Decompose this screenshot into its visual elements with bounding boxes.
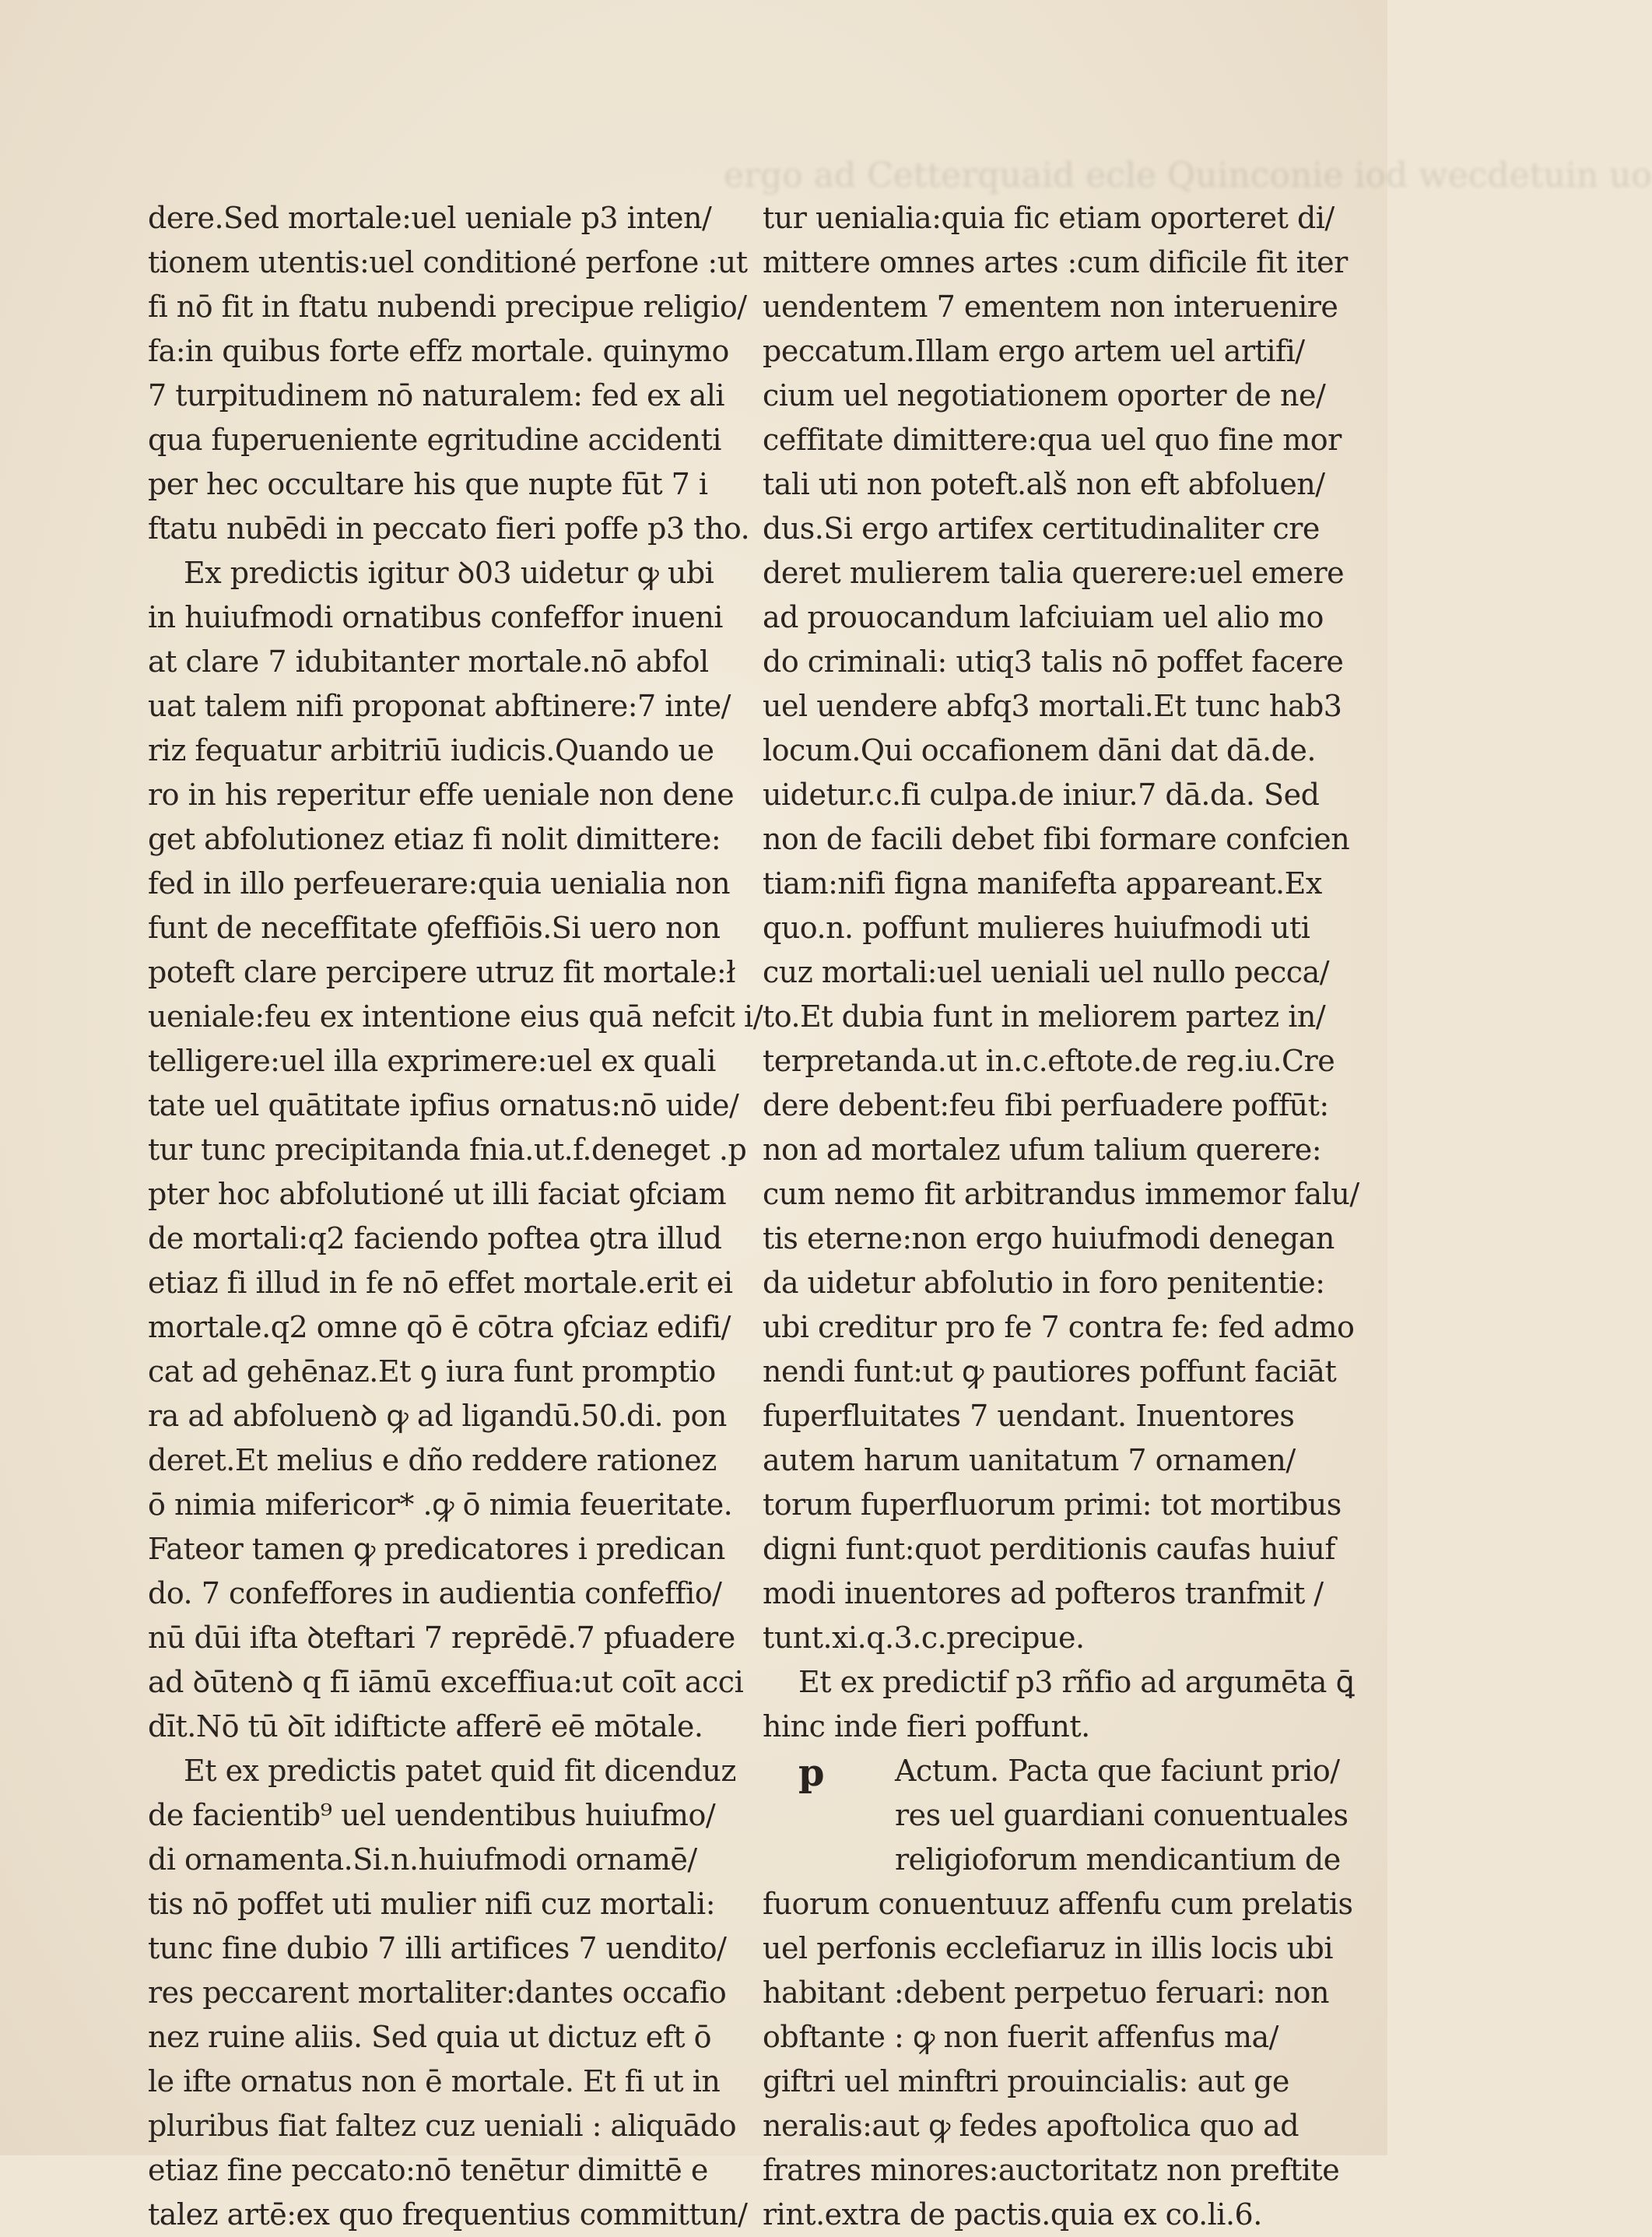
text-line: Fateor tamen ꝙ predicatores i predican (148, 1532, 725, 1566)
text-line: peccatum.Illam ergo artem uel artifi/ (763, 334, 1305, 368)
text-line: tiam:nifi figna manifefta appareant.Ex (763, 866, 1322, 901)
text-line: ueniale:feu ex intentione eius quā nefcit i/ (148, 999, 763, 1034)
text-line: fed in illo perfeuerare:quia uenialia non (148, 866, 731, 901)
text-line: quo.n. poffunt mulieres huiufmodi uti (763, 911, 1310, 945)
text-line: non ad mortalez ufum talium querere: (763, 1133, 1322, 1167)
text-line: dus.Si ergo artifex certitudinaliter cre (763, 511, 1320, 546)
text-line: dere.Sed mortale:uel ueniale p3 inten/ (148, 201, 712, 235)
text-line: dere debent:feu fibi perfuadere poffūt: (763, 1088, 1329, 1122)
text-line: pter hoc abfolutioné ut illi faciat ꝯfciam (148, 1177, 727, 1211)
text-line: ra ad abfoluenꝺ ꝙ ad ligandū.50.di. pon (148, 1399, 727, 1433)
text-line: do criminali: utiq3 talis nō poffet facere (763, 644, 1344, 679)
text-line: deret.Et melius e dño reddere rationez (148, 1443, 717, 1477)
text-line: res peccarent mortaliter:dantes occafio (148, 1975, 727, 2010)
text-line: cat ad gehēnaz.Et ꝯ iura funt promptio (148, 1354, 716, 1389)
text-line: religioforum mendicantium de (895, 1842, 1341, 1877)
text-line: at clare 7 idubitanter mortale.nō abfol (148, 644, 709, 679)
text-line: ad ꝺūtenꝺ q fī iāmū exceffiua:ut coīt acci (148, 1665, 744, 1699)
text-line: tunt.xi.q.3.c.precipue. (763, 1621, 1085, 1655)
text-line: tis nō poffet uti mulier nifi cuz mortali: (148, 1887, 716, 1921)
text-line: per hec occultare his que nupte fūt 7 i (148, 467, 708, 501)
text-line: fuorum conuentuuz affenfu cum prelatis (763, 1887, 1353, 1921)
text-line: obftante : ꝙ non fuerit affenfus ma/ (763, 2020, 1278, 2054)
text-line: telligere:uel illa exprimere:uel ex quali (148, 1044, 716, 1078)
text-line: uendentem 7 ementem non interuenire (763, 290, 1338, 324)
text-line: ō nimia mifericor* .ꝙ ō nimia feueritate. (148, 1487, 733, 1522)
text-line: le ifte ornatus non ē mortale. Et fi ut in (148, 2064, 721, 2098)
text-line: riz fequatur arbitriū iudicis.Quando ue (148, 733, 714, 767)
text-line: ad prouocandum lafciuiam uel alio mo (763, 600, 1324, 634)
text-line: get abfolutionez etiaz fi nolit dimittere: (148, 822, 721, 856)
text-line: deret mulierem talia querere:uel emere (763, 556, 1345, 590)
text-line: fuperfluitates 7 uendant. Inuentores (763, 1399, 1295, 1433)
text-line: habitant :debent perpetuo feruari: non (763, 1975, 1329, 2010)
text-line: etiaz fi illud in fe nō effet mortale.erit ei (148, 1266, 733, 1300)
text-line: in huiufmodi ornatibus confeffor inueni (148, 600, 723, 634)
text-line: torum fuperfluorum primi: tot mortibus (763, 1487, 1342, 1522)
text-line: nū dūi ifta ꝺteftari 7 reprēdē.7 pfuadere (148, 1621, 735, 1655)
text-line: da uidetur abfolutio in foro penitentie: (763, 1266, 1325, 1300)
text-line: funt de neceffitate ꝯfeffiōis.Si uero non (148, 911, 721, 945)
text-line: mortale.q2 omne qō ē cōtra ꝯfciaz edifi/ (148, 1310, 731, 1344)
text-line: ro in his reperitur effe ueniale non dene (148, 778, 735, 812)
text-line: locum.Qui occafionem dāni dat dā.de. (763, 733, 1316, 767)
text-line: uel perfonis ecclefiaruz in illis locis ubi (763, 1931, 1334, 1965)
text-line: res uel guardiani conuentuales (895, 1798, 1349, 1832)
text-line: pluribus fiat faltez cuz ueniali : aliquādo (148, 2109, 737, 2143)
text-line: autem harum uanitatum 7 ornamen/ (763, 1443, 1296, 1477)
text-line: 7 turpitudinem nō naturalem: fed ex ali (148, 378, 725, 413)
text-line: uat talem nifi proponat abftinere:7 inte/ (148, 689, 731, 723)
text-line: tate uel quātitate ipfius ornatus:nō uide/ (148, 1088, 739, 1122)
text-line: tur uenialia:quia fic etiam oporteret di/ (763, 201, 1335, 235)
pacta-dropcap-block (763, 1749, 1349, 1882)
text-line: tionem utentis:uel conditioné perfone :ut (148, 245, 748, 279)
text-line: tis eterne:non ergo huiufmodi denegan (763, 1221, 1335, 1255)
text-line: tur tunc precipitanda fnia.ut.f.deneget .p (148, 1133, 747, 1167)
text-line: Actum. Pacta que faciunt prio/ (895, 1754, 1340, 1788)
text-line: cum nemo fit arbitrandus immemor falu/ (763, 1177, 1359, 1211)
text-line: fa:in quibus forte effz mortale. quinymo (148, 334, 729, 368)
text-line: tali uti non poteft.alš non eft abfoluen/ (763, 467, 1325, 501)
text-line: cuz mortali:uel ueniali uel nullo pecca/ (763, 955, 1330, 989)
text-line: poteft clare percipere utruz fit mortale:ł (148, 955, 735, 989)
text-line: di ornamenta.Si.n.huiufmodi ornamē/ (148, 1842, 697, 1877)
text-line: to.Et dubia funt in meliorem partez in/ (763, 999, 1326, 1034)
text-line: de facientib⁹ uel uendentibus huiufmo/ (148, 1798, 716, 1832)
text-line: neralis:aut ꝙ fedes apoftolica quo ad (763, 2109, 1300, 2143)
text-line: Et ex predictif p3 rñfio ad argumēta ꝗ̄ (798, 1665, 1355, 1699)
text-line: ceffitate dimittere:qua uel quo fine mor (763, 423, 1342, 457)
text-line: digni funt:quot perditionis caufas huiuf (763, 1532, 1335, 1566)
text-line: modi inuentores ad pofteros tranfmit / (763, 1576, 1324, 1610)
text-line: mittere omnes artes :cum dificile fit iter (763, 245, 1348, 279)
bleed-through-text: ergo ad Cetterquaid ecle Quinconie iod wecdetuin uo (724, 156, 1652, 195)
left-column (148, 196, 763, 2237)
text-line: fratres minores:auctoritatz non preftite (763, 2153, 1340, 2187)
text-line: dīt.Nō tū ꝺīt idifticte afferē eē mōtale. (148, 1709, 703, 1744)
text-line: terpretanda.ut in.c.eftote.de reg.iu.Cre (763, 1044, 1335, 1078)
text-line: ftatu nubēdi in peccato fieri poffe p3 tho. (148, 511, 750, 546)
text-line: do. 7 confeffores in audientia confeffio/ (148, 1576, 722, 1610)
text-line: nendi funt:ut ꝙ pautiores poffunt faciāt (763, 1354, 1337, 1389)
text-line: etiaz fine peccato:nō tenētur dimittē e (148, 2153, 708, 2187)
text-line: uidetur.c.fi culpa.de iniur.7 dā.da. Sed (763, 778, 1320, 812)
text-line: qua fuperueniente egritudine accidenti (148, 423, 721, 457)
text-line: nez ruine aliis. Sed quia ut dictuz eft ō (148, 2020, 711, 2054)
text-line: Ex predictis igitur ꝺ03 uidetur ꝙ ubi (184, 556, 714, 590)
text-line: hinc inde fieri poffunt. (763, 1709, 1090, 1744)
dropcap-letter: p (798, 1751, 825, 1795)
text-line: giftri uel minftri prouincialis: aut ge (763, 2064, 1289, 2098)
text-line: fi nō fit in ftatu nubendi precipue religio/ (148, 290, 747, 324)
text-line: cium uel negotiationem oporter de ne/ (763, 378, 1326, 413)
text-line: uel uendere abfq3 mortali.Et tunc hab3 (763, 689, 1342, 723)
text-line: de mortali:q2 faciendo poftea ꝯtra illud (148, 1221, 722, 1255)
right-column (763, 196, 1359, 2237)
text-line: rint.extra de pactis.quia ex co.li.6. (763, 2197, 1262, 2232)
text-line: talez artē:ex quo frequentius committun/ (148, 2197, 748, 2232)
text-line: tunc fine dubio 7 illi artifices 7 uendito/ (148, 1931, 727, 1965)
text-line: Et ex predictis patet quid fit dicenduz (184, 1754, 736, 1788)
text-line: ubi creditur pro fe 7 contra fe: fed admo (763, 1310, 1355, 1344)
pacta-section (763, 1749, 1353, 2237)
text-line: non de facili debet fibi formare confcien (763, 822, 1350, 856)
